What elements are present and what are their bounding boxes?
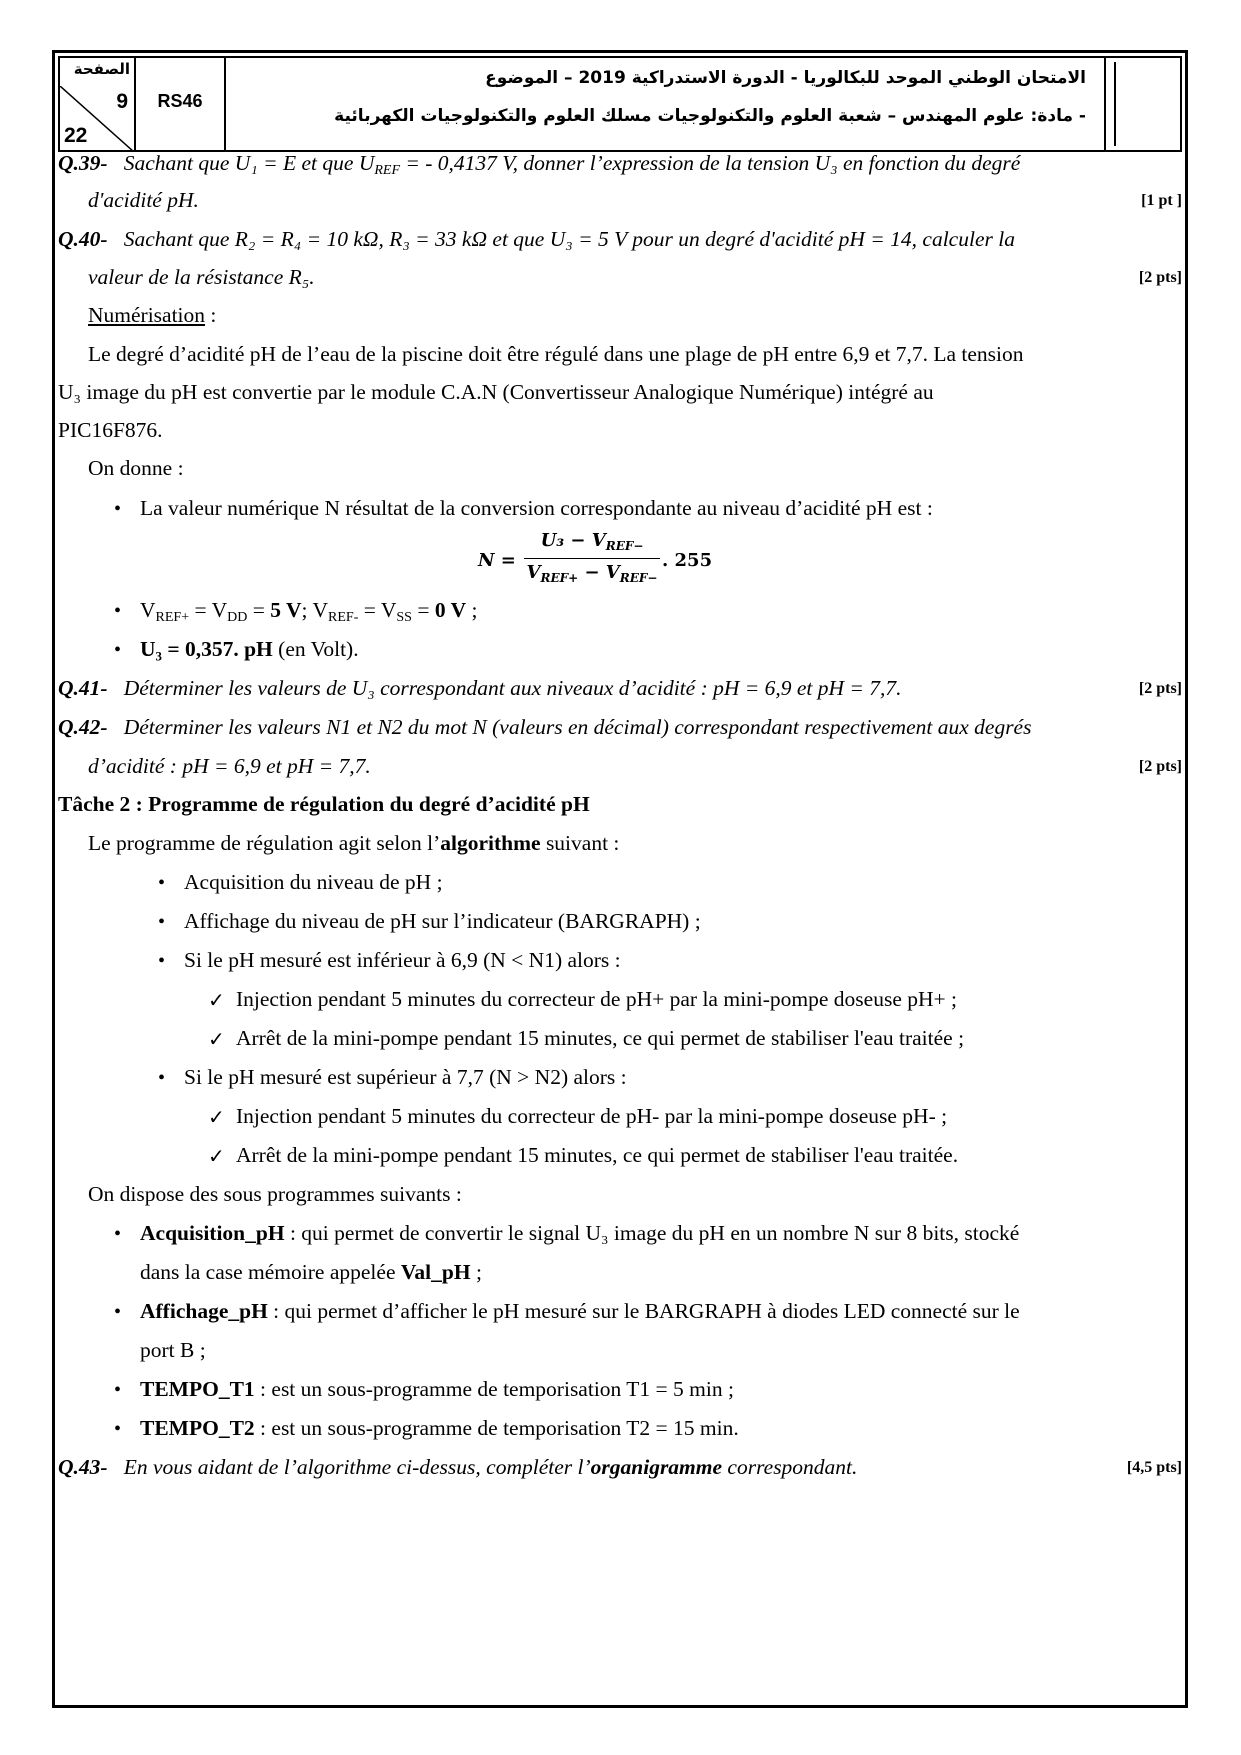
- donne-b1-text: La valeur numérique N résultat de la conversion correspondante au niveau d’acidité pH est :: [140, 496, 933, 520]
- page-number: 9: [116, 90, 128, 113]
- tache2-intro-b: algorithme: [440, 831, 541, 855]
- exam-title-box: [226, 58, 1106, 150]
- q40-text-a: Sachant que R₂ = R₄ = 10 kΩ, R₃ = 33 kΩ et que U₃ = 5 V pour un degré d'acidité pH = 14, calculer la: [123, 227, 1015, 251]
- numerisation-p1-l1: [88, 342, 1023, 367]
- numerisation-text-3: PIC16F876.: [58, 418, 163, 442]
- formula-denominator: [524, 562, 660, 585]
- q40-line1: [58, 227, 1182, 252]
- on-donne: [88, 456, 184, 481]
- subprog-1-l2: [140, 1260, 482, 1285]
- bullet-icon: •: [158, 1067, 166, 1089]
- algo-3-c1: [236, 987, 957, 1012]
- q39-text-a: Sachant que U₁ = E et que U: [123, 151, 375, 175]
- q43-text-b: organigramme: [590, 1455, 723, 1479]
- formula-den-a-sub: REF+: [540, 571, 579, 585]
- donne-b3: [140, 637, 359, 662]
- bullet-icon: •: [114, 498, 122, 520]
- exam-subject: - مادة: علوم المهندس – شعبة العلوم والتكنولوجيات مسلك العلوم والتكنولوجيات الكهربائية: [334, 106, 1086, 126]
- formula-den-b-sub: REF−: [619, 571, 658, 585]
- subprog-1-l1: [140, 1221, 1019, 1246]
- q39-line2: [88, 188, 1182, 213]
- bullet-icon: •: [158, 872, 166, 894]
- q43-text-a: En vous aidant de l’algorithme ci-dessus, compléter l’: [123, 1455, 591, 1479]
- algo-3: [184, 948, 621, 973]
- donne-b3-rest: (en Volt).: [272, 637, 359, 661]
- on-donne-text: On donne :: [88, 456, 184, 480]
- q43-number: Q.43-: [58, 1455, 108, 1479]
- subprog-3-name: TEMPO_T1: [140, 1377, 255, 1401]
- checkmark-icon: ✓: [208, 1029, 225, 1051]
- subprog-2-text: : qui permet d’afficher le pH mesuré sur le BARGRAPH à diodes LED connecté sur le: [267, 1299, 1020, 1323]
- algo-4-c1-text: Injection pendant 5 minutes du correcteur de pH- par la mini-pompe doseuse pH- ;: [236, 1104, 948, 1128]
- donne-b1: [140, 496, 933, 521]
- checkmark-icon: ✓: [208, 1146, 225, 1168]
- q43-line: [58, 1455, 1182, 1480]
- tache2-intro: [88, 831, 619, 856]
- bullet-icon: •: [114, 1223, 122, 1245]
- subprog-4: [140, 1416, 739, 1441]
- bullet-icon: •: [114, 1418, 122, 1440]
- subprog-1-text-b: dans la case mémoire appelée: [140, 1260, 401, 1284]
- q42-line1: [58, 715, 1182, 740]
- conversion-formula: [478, 530, 818, 602]
- numerisation-colon: :: [205, 303, 217, 327]
- q43-text-c: correspondant.: [722, 1455, 858, 1479]
- bullet-icon: •: [114, 1379, 122, 1401]
- q41-text: Déterminer les valeurs de U₃ correspondant aux niveaux d’acidité : pH = 6,9 et pH = 7,7.: [123, 676, 902, 700]
- algo-3-c2-text: Arrêt de la mini-pompe pendant 15 minutes, ce qui permet de stabiliser l'eau traitée ;: [236, 1026, 965, 1050]
- subprog-2-l1: [140, 1299, 1020, 1324]
- q39-text-b: = - 0,4137 V, donner l’expression de la tension U₃ en fonction du degré: [400, 151, 1021, 175]
- exam-header: [58, 56, 1182, 152]
- subprog-2-l2: [140, 1338, 206, 1363]
- algo-4: [184, 1065, 627, 1090]
- checkmark-icon: ✓: [208, 990, 225, 1012]
- subprog-2-text-b: port B ;: [140, 1338, 206, 1362]
- formula-den-a: V: [526, 562, 541, 583]
- page-total: 22: [64, 124, 88, 147]
- algo-3-text: Si le pH mesuré est inférieur à 6,9 (N < N1) alors :: [184, 948, 621, 972]
- formula-num-sub: REF−: [605, 539, 644, 553]
- subprog-1-text: : qui permet de convertir le signal U₃ image du pH en un nombre N sur 8 bits, stocké: [284, 1221, 1020, 1245]
- subject-code: RS46: [157, 91, 203, 111]
- q40-number: Q.40-: [58, 227, 108, 251]
- q42-text-a: Déterminer les valeurs N1 et N2 du mot N (valeurs en décimal) correspondant respectivement aux degrés: [123, 715, 1032, 739]
- formula-rhs: . 255: [662, 550, 713, 571]
- q39-subscript: REF: [374, 163, 401, 178]
- subprog-4-text: : est un sous-programme de temporisation T2 = 15 min.: [254, 1416, 739, 1440]
- page-number-box: [60, 58, 136, 150]
- q39-number: Q.39-: [58, 151, 108, 175]
- algo-4-text: Si le pH mesuré est supérieur à 7,7 (N > N2) alors :: [184, 1065, 627, 1089]
- tache2-title: [58, 792, 590, 817]
- numerisation-title: Numérisation: [88, 303, 206, 327]
- numerisation-p1-l2: [58, 380, 934, 405]
- algo-1: [184, 870, 443, 895]
- subprog-3-text: : est un sous-programme de temporisation T1 = 5 min ;: [254, 1377, 734, 1401]
- tache2-title-text: Tâche 2 : Programme de régulation du degré d’acidité pH: [58, 792, 590, 816]
- dispose-text: On dispose des sous programmes suivants :: [88, 1182, 462, 1206]
- algo-1-text: Acquisition du niveau de pH ;: [184, 870, 443, 894]
- algo-3-c2: [236, 1026, 964, 1051]
- q42-text-b: d’acidité : pH = 6,9 et pH = 7,7.: [88, 754, 371, 778]
- subprog-1-text-c: ;: [470, 1260, 482, 1284]
- empty-box: [1106, 58, 1180, 150]
- numerisation-text-1: Le degré d’acidité pH de l’eau de la piscine doit être régulé dans une plage de pH entre 6,9 et 7,7. La tension: [88, 342, 1024, 366]
- formula-num-text: U₃ − V: [540, 530, 606, 551]
- subject-code-box: [136, 58, 226, 150]
- page-label: الصفحة: [73, 60, 130, 78]
- formula-den-mid: − V: [578, 562, 620, 583]
- fraction-bar: [524, 558, 660, 559]
- q39-line1: [58, 151, 1182, 179]
- numerisation-text-2: U₃ image du pH est convertie par le module C.A.N (Convertisseur Analogique Numérique) intégré au: [58, 380, 934, 404]
- donne-b3-bold: U₃ = 0,357. pH: [140, 637, 273, 661]
- checkmark-icon: ✓: [208, 1107, 225, 1129]
- algo-2: [184, 909, 701, 934]
- dispose-line: [88, 1182, 462, 1207]
- q40-points: [2 pts]: [1138, 269, 1182, 286]
- subprog-3: [140, 1377, 734, 1402]
- subprog-1-name: Acquisition_pH: [140, 1221, 285, 1245]
- algo-4-c2: [236, 1143, 958, 1168]
- bullet-icon: •: [114, 600, 122, 622]
- q42-points: [2 pts]: [1138, 758, 1182, 775]
- algo-2-text: Affichage du niveau de pH sur l’indicateur (BARGRAPH) ;: [184, 909, 701, 933]
- q39-text-c: d'acidité pH.: [88, 188, 199, 212]
- formula-numerator: [524, 530, 660, 553]
- q40-text-b: valeur de la résistance R₅.: [88, 265, 315, 289]
- q41-line: [58, 676, 1182, 701]
- q43-points: [4,5 pts]: [1126, 1459, 1182, 1476]
- tache2-intro-c: suivant :: [540, 831, 620, 855]
- q39-points: [1 pt ]: [1141, 192, 1182, 209]
- algo-4-c1: [236, 1104, 947, 1129]
- subprog-4-name: TEMPO_T2: [140, 1416, 255, 1440]
- q40-line2: [88, 265, 1182, 290]
- algo-4-c2-text: Arrêt de la mini-pompe pendant 15 minutes, ce qui permet de stabiliser l'eau traitée.: [236, 1143, 959, 1167]
- algo-3-c1-text: Injection pendant 5 minutes du correcteur de pH+ par la mini-pompe doseuse pH+ ;: [236, 987, 958, 1011]
- formula-lhs: N =: [478, 550, 516, 571]
- q41-points: [2 pts]: [1138, 680, 1182, 697]
- bullet-icon: •: [158, 950, 166, 972]
- bullet-icon: •: [114, 1301, 122, 1323]
- q41-number: Q.41-: [58, 676, 108, 700]
- numerisation-p1-l3: [58, 418, 163, 443]
- numerisation-heading: [88, 303, 216, 328]
- bullet-icon: •: [158, 911, 166, 933]
- subprog-1-var: Val_pH: [400, 1260, 471, 1284]
- subprog-2-name: Affichage_pH: [140, 1299, 268, 1323]
- donne-b2: $V_{REF+} = V_{DD} = 5$ V; $V_{REF-} = V_{SS} = 0$ V ;: [140, 598, 478, 625]
- exam-title: الامتحان الوطني الموحد للبكالوريا - الدورة الاستدراكية 2019 – الموضوع: [485, 68, 1086, 88]
- tache2-intro-a: Le programme de régulation agit selon l’: [88, 831, 441, 855]
- bullet-icon: •: [114, 639, 122, 661]
- q42-line2: [88, 754, 1182, 779]
- q42-number: Q.42-: [58, 715, 108, 739]
